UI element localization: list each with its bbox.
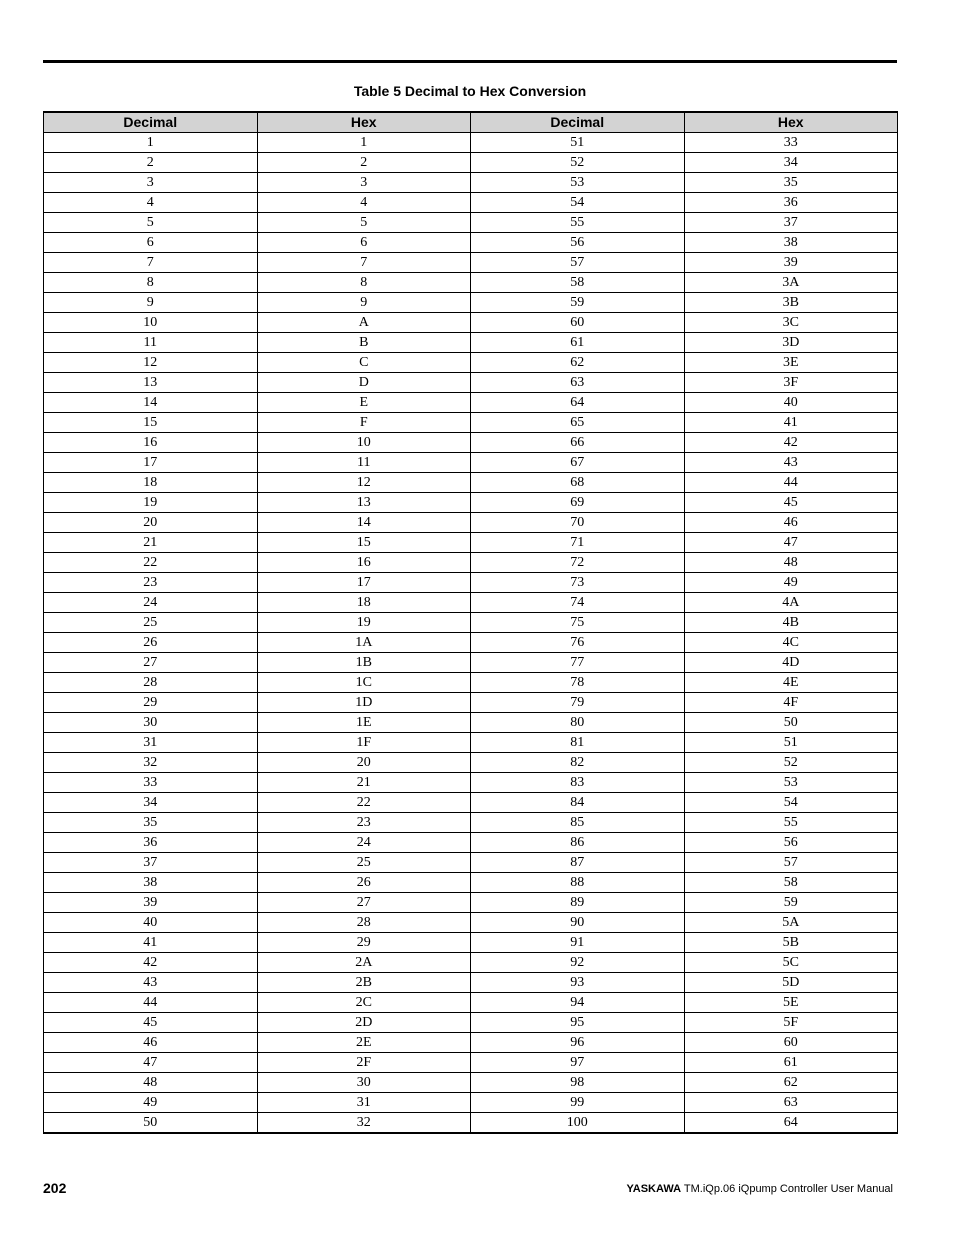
table-row xyxy=(44,313,898,333)
table-row xyxy=(44,513,898,533)
hex-cell: 21 xyxy=(257,773,471,793)
hex-cell: 2C xyxy=(257,993,471,1013)
hex-cell: 52 xyxy=(684,753,898,773)
column-header: Decimal xyxy=(471,112,685,133)
decimal-cell: 11 xyxy=(44,333,258,353)
hex-cell: 59 xyxy=(684,893,898,913)
table-row xyxy=(44,693,898,713)
decimal-cell: 9 xyxy=(44,293,258,313)
table-row xyxy=(44,353,898,373)
decimal-cell: 87 xyxy=(471,853,685,873)
hex-cell: 1C xyxy=(257,673,471,693)
table-header xyxy=(44,112,898,133)
table-row xyxy=(44,893,898,913)
hex-cell: 3C xyxy=(684,313,898,333)
table-row xyxy=(44,233,898,253)
decimal-cell: 47 xyxy=(44,1053,258,1073)
hex-cell: 31 xyxy=(257,1093,471,1113)
hex-cell: 51 xyxy=(684,733,898,753)
hex-cell: D xyxy=(257,373,471,393)
hex-cell: E xyxy=(257,393,471,413)
decimal-cell: 81 xyxy=(471,733,685,753)
decimal-cell: 48 xyxy=(44,1073,258,1093)
table-row xyxy=(44,213,898,233)
hex-cell: 8 xyxy=(257,273,471,293)
hex-cell: 7 xyxy=(257,253,471,273)
table-row xyxy=(44,973,898,993)
hex-cell: 44 xyxy=(684,473,898,493)
decimal-cell: 58 xyxy=(471,273,685,293)
hex-cell: 54 xyxy=(684,793,898,813)
decimal-cell: 84 xyxy=(471,793,685,813)
decimal-cell: 57 xyxy=(471,253,685,273)
table-row xyxy=(44,133,898,153)
decimal-cell: 51 xyxy=(471,133,685,153)
decimal-cell: 82 xyxy=(471,753,685,773)
decimal-cell: 89 xyxy=(471,893,685,913)
hex-cell: 11 xyxy=(257,453,471,473)
hex-cell: 13 xyxy=(257,493,471,513)
decimal-cell: 100 xyxy=(471,1113,685,1134)
table-row xyxy=(44,713,898,733)
table-row xyxy=(44,613,898,633)
decimal-cell: 37 xyxy=(44,853,258,873)
decimal-cell: 59 xyxy=(471,293,685,313)
hex-cell: 16 xyxy=(257,553,471,573)
hex-cell: 28 xyxy=(257,913,471,933)
hex-cell: 27 xyxy=(257,893,471,913)
decimal-cell: 93 xyxy=(471,973,685,993)
hex-cell: 46 xyxy=(684,513,898,533)
decimal-cell: 55 xyxy=(471,213,685,233)
table-row xyxy=(44,1033,898,1053)
hex-cell: 3E xyxy=(684,353,898,373)
hex-cell: 5C xyxy=(684,953,898,973)
hex-cell: 3D xyxy=(684,333,898,353)
hex-cell: 2B xyxy=(257,973,471,993)
hex-cell: 1F xyxy=(257,733,471,753)
hex-cell: 9 xyxy=(257,293,471,313)
decimal-cell: 94 xyxy=(471,993,685,1013)
decimal-cell: 95 xyxy=(471,1013,685,1033)
column-header: Decimal xyxy=(44,112,258,133)
hex-cell: 62 xyxy=(684,1073,898,1093)
hex-cell: 41 xyxy=(684,413,898,433)
table-row xyxy=(44,253,898,273)
decimal-cell: 91 xyxy=(471,933,685,953)
table-row xyxy=(44,593,898,613)
decimal-cell: 83 xyxy=(471,773,685,793)
hex-cell: 2D xyxy=(257,1013,471,1033)
hex-cell: 37 xyxy=(684,213,898,233)
table-row xyxy=(44,633,898,653)
table-row xyxy=(44,953,898,973)
table-row xyxy=(44,1093,898,1113)
hex-cell: 56 xyxy=(684,833,898,853)
table-row xyxy=(44,873,898,893)
table-row xyxy=(44,1113,898,1134)
decimal-cell: 97 xyxy=(471,1053,685,1073)
page-number: 202 xyxy=(43,1180,67,1196)
decimal-cell: 60 xyxy=(471,313,685,333)
hex-cell: 5 xyxy=(257,213,471,233)
table-row xyxy=(44,173,898,193)
decimal-cell: 92 xyxy=(471,953,685,973)
footer-manual-title xyxy=(626,1183,893,1195)
decimal-cell: 96 xyxy=(471,1033,685,1053)
decimal-cell: 65 xyxy=(471,413,685,433)
hex-cell: 14 xyxy=(257,513,471,533)
hex-cell: 32 xyxy=(257,1113,471,1134)
decimal-cell: 25 xyxy=(44,613,258,633)
table-row xyxy=(44,393,898,413)
decimal-cell: 38 xyxy=(44,873,258,893)
table-row xyxy=(44,753,898,773)
decimal-cell: 43 xyxy=(44,973,258,993)
hex-cell: 3B xyxy=(684,293,898,313)
table-row xyxy=(44,853,898,873)
column-header: Hex xyxy=(257,112,471,133)
decimal-cell: 34 xyxy=(44,793,258,813)
table-row xyxy=(44,673,898,693)
hex-cell: 3A xyxy=(684,273,898,293)
hex-cell: 24 xyxy=(257,833,471,853)
table-row xyxy=(44,1073,898,1093)
decimal-cell: 62 xyxy=(471,353,685,373)
hex-cell: 49 xyxy=(684,573,898,593)
hex-cell: 2A xyxy=(257,953,471,973)
decimal-cell: 49 xyxy=(44,1093,258,1113)
decimal-cell: 71 xyxy=(471,533,685,553)
decimal-cell: 98 xyxy=(471,1073,685,1093)
decimal-cell: 32 xyxy=(44,753,258,773)
decimal-cell: 61 xyxy=(471,333,685,353)
hex-cell: 30 xyxy=(257,1073,471,1093)
decimal-cell: 14 xyxy=(44,393,258,413)
decimal-cell: 75 xyxy=(471,613,685,633)
decimal-cell: 23 xyxy=(44,573,258,593)
hex-cell: 12 xyxy=(257,473,471,493)
decimal-cell: 46 xyxy=(44,1033,258,1053)
hex-cell: 5F xyxy=(684,1013,898,1033)
table-row xyxy=(44,293,898,313)
decimal-cell: 90 xyxy=(471,913,685,933)
decimal-cell: 1 xyxy=(44,133,258,153)
hex-cell: 55 xyxy=(684,813,898,833)
hex-cell: C xyxy=(257,353,471,373)
decimal-cell: 66 xyxy=(471,433,685,453)
hex-cell: 48 xyxy=(684,553,898,573)
table-row xyxy=(44,1053,898,1073)
table-row xyxy=(44,533,898,553)
decimal-cell: 39 xyxy=(44,893,258,913)
hex-cell: 38 xyxy=(684,233,898,253)
hex-cell: 53 xyxy=(684,773,898,793)
table-row xyxy=(44,273,898,293)
hex-cell: B xyxy=(257,333,471,353)
decimal-cell: 70 xyxy=(471,513,685,533)
hex-cell: 17 xyxy=(257,573,471,593)
hex-cell: 34 xyxy=(684,153,898,173)
decimal-cell: 73 xyxy=(471,573,685,593)
hex-cell: 5E xyxy=(684,993,898,1013)
decimal-cell: 26 xyxy=(44,633,258,653)
decimal-cell: 72 xyxy=(471,553,685,573)
decimal-cell: 77 xyxy=(471,653,685,673)
hex-cell: F xyxy=(257,413,471,433)
decimal-cell: 36 xyxy=(44,833,258,853)
table-row xyxy=(44,193,898,213)
decimal-cell: 86 xyxy=(471,833,685,853)
hex-cell: 5A xyxy=(684,913,898,933)
hex-cell: 4D xyxy=(684,653,898,673)
decimal-cell: 3 xyxy=(44,173,258,193)
hex-cell: 5D xyxy=(684,973,898,993)
table-body xyxy=(44,133,898,1134)
decimal-cell: 4 xyxy=(44,193,258,213)
decimal-cell: 64 xyxy=(471,393,685,413)
decimal-cell: 21 xyxy=(44,533,258,553)
decimal-cell: 78 xyxy=(471,673,685,693)
decimal-cell: 50 xyxy=(44,1113,258,1134)
column-header: Hex xyxy=(684,112,898,133)
hex-cell: 45 xyxy=(684,493,898,513)
footer-manual-name: TM.iQp.06 iQpump Controller User Manual xyxy=(683,1183,893,1195)
hex-cell: 36 xyxy=(684,193,898,213)
table-row xyxy=(44,373,898,393)
decimal-cell: 5 xyxy=(44,213,258,233)
decimal-cell: 54 xyxy=(471,193,685,213)
table-row xyxy=(44,933,898,953)
hex-cell: 1E xyxy=(257,713,471,733)
hex-cell: 4 xyxy=(257,193,471,213)
hex-cell: 63 xyxy=(684,1093,898,1113)
hex-cell: 4E xyxy=(684,673,898,693)
decimal-cell: 69 xyxy=(471,493,685,513)
table-row xyxy=(44,653,898,673)
hex-cell: 25 xyxy=(257,853,471,873)
table-row xyxy=(44,993,898,1013)
decimal-cell: 45 xyxy=(44,1013,258,1033)
table-row xyxy=(44,733,898,753)
table-row xyxy=(44,773,898,793)
decimal-cell: 20 xyxy=(44,513,258,533)
hex-cell: 57 xyxy=(684,853,898,873)
decimal-cell: 22 xyxy=(44,553,258,573)
decimal-cell: 76 xyxy=(471,633,685,653)
hex-cell: 10 xyxy=(257,433,471,453)
decimal-cell: 67 xyxy=(471,453,685,473)
hex-cell: 29 xyxy=(257,933,471,953)
decimal-cell: 15 xyxy=(44,413,258,433)
decimal-cell: 10 xyxy=(44,313,258,333)
table-row xyxy=(44,433,898,453)
hex-cell: 4B xyxy=(684,613,898,633)
decimal-cell: 80 xyxy=(471,713,685,733)
decimal-cell: 6 xyxy=(44,233,258,253)
hex-cell: 22 xyxy=(257,793,471,813)
decimal-cell: 85 xyxy=(471,813,685,833)
hex-cell: 4A xyxy=(684,593,898,613)
hex-cell: 1A xyxy=(257,633,471,653)
hex-cell: 50 xyxy=(684,713,898,733)
hex-cell: 5B xyxy=(684,933,898,953)
decimal-cell: 30 xyxy=(44,713,258,733)
footer-brand: YASKAWA xyxy=(626,1183,682,1195)
table-row xyxy=(44,913,898,933)
decimal-cell: 19 xyxy=(44,493,258,513)
decimal-cell: 27 xyxy=(44,653,258,673)
decimal-cell: 99 xyxy=(471,1093,685,1113)
decimal-cell: 68 xyxy=(471,473,685,493)
decimal-cell: 53 xyxy=(471,173,685,193)
table-row xyxy=(44,833,898,853)
hex-cell: 6 xyxy=(257,233,471,253)
hex-cell: 4C xyxy=(684,633,898,653)
hex-cell: 2 xyxy=(257,153,471,173)
decimal-cell: 63 xyxy=(471,373,685,393)
table-row xyxy=(44,493,898,513)
decimal-cell: 35 xyxy=(44,813,258,833)
header-row xyxy=(44,112,898,133)
decimal-cell: 18 xyxy=(44,473,258,493)
hex-cell: 4F xyxy=(684,693,898,713)
hex-cell: 61 xyxy=(684,1053,898,1073)
decimal-cell: 24 xyxy=(44,593,258,613)
decimal-cell: 44 xyxy=(44,993,258,1013)
decimal-cell: 33 xyxy=(44,773,258,793)
hex-cell: 1D xyxy=(257,693,471,713)
decimal-cell: 41 xyxy=(44,933,258,953)
table-row xyxy=(44,813,898,833)
decimal-cell: 7 xyxy=(44,253,258,273)
table-row xyxy=(44,573,898,593)
table-row xyxy=(44,1013,898,1033)
decimal-cell: 79 xyxy=(471,693,685,713)
hex-cell: 3 xyxy=(257,173,471,193)
hex-cell: 40 xyxy=(684,393,898,413)
decimal-cell: 8 xyxy=(44,273,258,293)
table-row xyxy=(44,793,898,813)
hex-cell: 47 xyxy=(684,533,898,553)
decimal-cell: 2 xyxy=(44,153,258,173)
table-row xyxy=(44,333,898,353)
hex-cell: 35 xyxy=(684,173,898,193)
hex-cell: 3F xyxy=(684,373,898,393)
hex-cell: 64 xyxy=(684,1113,898,1134)
hex-cell: 2F xyxy=(257,1053,471,1073)
hex-cell: 39 xyxy=(684,253,898,273)
decimal-cell: 29 xyxy=(44,693,258,713)
decimal-cell: 52 xyxy=(471,153,685,173)
top-rule xyxy=(43,60,897,63)
hex-cell: 23 xyxy=(257,813,471,833)
table-row xyxy=(44,413,898,433)
table-row xyxy=(44,453,898,473)
hex-cell: 20 xyxy=(257,753,471,773)
decimal-cell: 42 xyxy=(44,953,258,973)
decimal-cell: 16 xyxy=(44,433,258,453)
hex-cell: 33 xyxy=(684,133,898,153)
hex-cell: 60 xyxy=(684,1033,898,1053)
hex-cell: 2E xyxy=(257,1033,471,1053)
hex-cell: 42 xyxy=(684,433,898,453)
decimal-cell: 74 xyxy=(471,593,685,613)
decimal-cell: 56 xyxy=(471,233,685,253)
table-caption: Table 5 Decimal to Hex Conversion xyxy=(353,83,587,99)
hex-cell: 58 xyxy=(684,873,898,893)
hex-cell: 43 xyxy=(684,453,898,473)
decimal-cell: 13 xyxy=(44,373,258,393)
decimal-cell: 17 xyxy=(44,453,258,473)
hex-cell: 26 xyxy=(257,873,471,893)
hex-cell: 1B xyxy=(257,653,471,673)
decimal-cell: 88 xyxy=(471,873,685,893)
hex-cell: 15 xyxy=(257,533,471,553)
hex-cell: A xyxy=(257,313,471,333)
decimal-cell: 28 xyxy=(44,673,258,693)
decimal-cell: 12 xyxy=(44,353,258,373)
table-row xyxy=(44,553,898,573)
hex-cell: 18 xyxy=(257,593,471,613)
hex-cell: 19 xyxy=(257,613,471,633)
hex-cell: 1 xyxy=(257,133,471,153)
conversion-table xyxy=(43,111,898,1134)
decimal-cell: 31 xyxy=(44,733,258,753)
table-row xyxy=(44,153,898,173)
decimal-cell: 40 xyxy=(44,913,258,933)
table-row xyxy=(44,473,898,493)
